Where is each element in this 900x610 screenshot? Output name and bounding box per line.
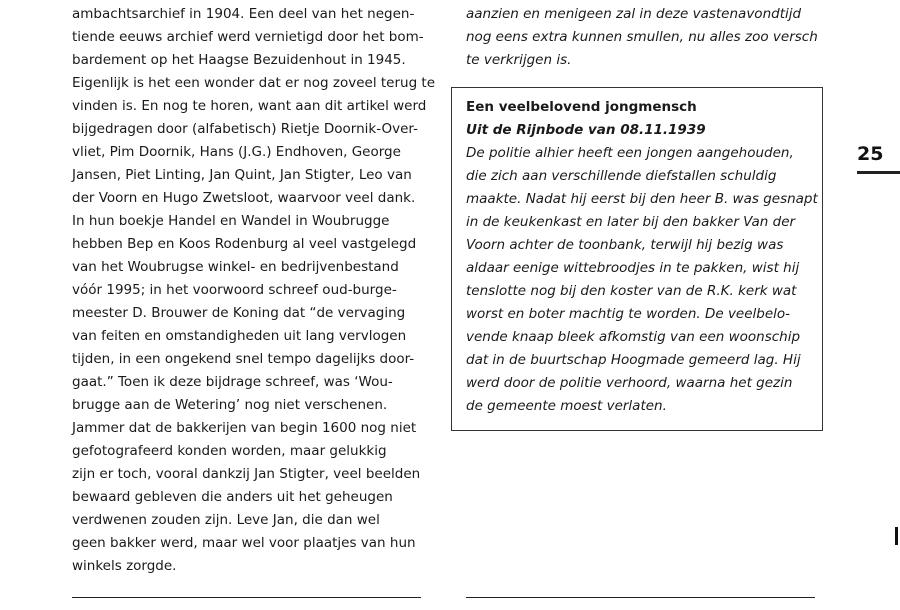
body-text-line: ambachtsarchief in 1904. Een deel van het negen- <box>72 6 415 22</box>
article-text-line: de gemeente moest verlaten. <box>466 398 667 414</box>
article-text-line: De politie alhier heeft een jongen aangehouden, <box>466 145 794 161</box>
body-text-line: zijn er toch, vooral dankzij Jan Stigter, veel beelden <box>72 466 421 482</box>
body-text-line: Jansen, Piet Linting, Jan Quint, Jan Stigter, Leo van <box>72 167 412 183</box>
article-text-line: tenslotte nog bij den koster van de R.K. kerk wat <box>466 283 797 299</box>
body-text-line: geen bakker werd, maar wel voor plaatjes van hun <box>72 535 416 551</box>
body-text-line: tiende eeuws archief werd vernietigd door het bom- <box>72 29 424 45</box>
body-text-line: winkels zorgde. <box>72 558 177 574</box>
body-text-line: brugge aan de Wetering’ nog niet verschenen. <box>72 397 388 413</box>
margin-mark <box>895 527 898 545</box>
body-text-line: hebben Bep en Koos Rodenburg al veel vastgelegd <box>72 236 417 252</box>
body-text-line: gaat.” Toen ik deze bijdrage schreef, was ‘Wou- <box>72 374 393 390</box>
body-text-line: bijgedragen door (alfabetisch) Rietje Doornik-Over- <box>72 121 418 137</box>
article-title: Een veelbelovend jongmensch <box>466 99 697 115</box>
article-text-line: in de keukenkast en later bij den bakker Van der <box>466 214 796 230</box>
body-text-line: van het Woubrugse winkel- en bedrijvenbestand <box>72 259 399 275</box>
quote-text-line: nog eens extra kunnen smullen, nu alles zoo versch <box>466 29 818 45</box>
page-number: 25 <box>857 143 884 165</box>
article-text-line: vende knaap bleek afkomstig van een woonschip <box>466 329 801 345</box>
body-text-line: van feiten en omstandigheden uit lang vervlogen <box>72 328 407 344</box>
article-source: Uit de Rijnbode van 08.11.1939 <box>466 122 706 138</box>
body-text-line: vinden is. En nog te horen, want aan dit artikel werd <box>72 98 427 114</box>
article-text-line: werd door de politie verhoord, waarna het gezin <box>466 375 793 391</box>
article-text-line: dat in de buurtschap Hoogmade gemeerd lag. Hij <box>466 352 801 368</box>
body-text-line: gefotografeerd konden worden, maar gelukkig <box>72 443 387 459</box>
body-text-line: tijden, in een ongekend snel tempo dagelijks door- <box>72 351 415 367</box>
article-text-line: worst en boter machtig te worden. De veelbelo- <box>466 306 791 322</box>
quote-text-line: te verkrijgen is. <box>466 52 572 68</box>
body-text-line: bardement op het Haagse Bezuidenhout in 1945. <box>72 52 406 68</box>
bottom-rule-right <box>466 597 815 598</box>
body-text-line: vóór 1995; in het voorwoord schreef oud-burge- <box>72 282 397 298</box>
article-text-line: die zich aan verschillende diefstallen schuldig <box>466 168 777 184</box>
body-text-line: der Voorn en Hugo Zwetsloot, waarvoor veel dank. <box>72 190 416 206</box>
body-text-line: verdwenen zouden zijn. Leve Jan, die dan wel <box>72 512 380 528</box>
body-text-line: Eigenlijk is het een wonder dat er nog zoveel terug te <box>72 75 436 91</box>
left-text-column <box>72 3 436 578</box>
right-quote-continuation <box>466 3 818 72</box>
quote-text-line: aanzien en menigeen zal in deze vastenavondtijd <box>466 6 802 22</box>
body-text-line: In hun boekje Handel en Wandel in Woubrugge <box>72 213 390 229</box>
body-text-line: vliet, Pim Doornik, Hans (J.G.) Endhoven, George <box>72 144 401 160</box>
article-text-line: aldaar eenige wittebroodjes in te pakken, wist hij <box>466 260 800 276</box>
body-text-line: Jammer dat de bakkerijen van begin 1600 nog niet <box>72 420 417 436</box>
boxed-article <box>451 87 823 431</box>
article-text-line: Voorn achter de toonbank, terwijl hij bezig was <box>466 237 784 253</box>
page-number-rule <box>857 171 900 174</box>
body-text-line: meester D. Brouwer de Koning dat “de vervaging <box>72 305 406 321</box>
bottom-rule-left <box>72 597 421 598</box>
article-text-line: maakte. Nadat hij eerst bij den heer B. was gesnapt <box>466 191 818 207</box>
body-text-line: bewaard gebleven die anders uit het geheugen <box>72 489 393 505</box>
